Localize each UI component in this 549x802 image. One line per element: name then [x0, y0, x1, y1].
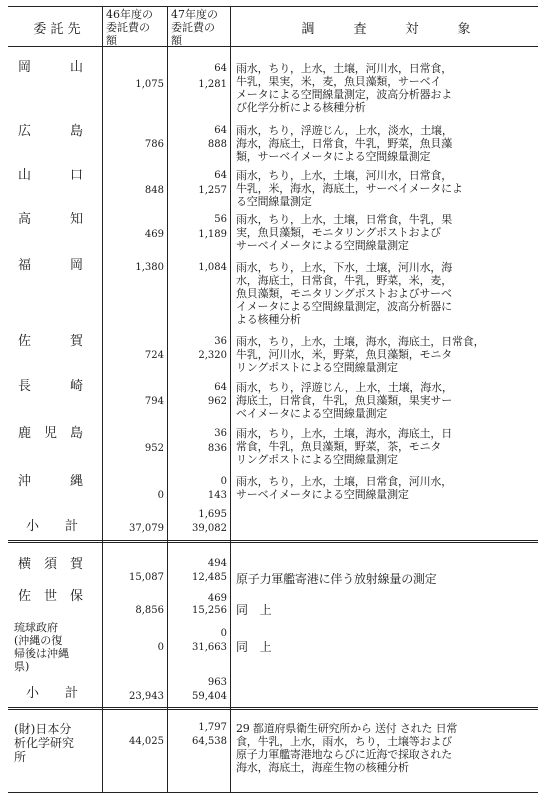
survey-target: 同 上	[236, 640, 272, 654]
fy46-amount: 848	[144, 185, 164, 196]
header-fy46-amount: 46年度の 委託費の 額	[106, 8, 153, 47]
survey-target: 雨水，ちり，浮遊じん，上水，淡水，土壌， 海水，海底土，日常食，牛乳，野菜，魚貝藻 類，サーベイメータによる空間線量測定	[236, 124, 453, 163]
fy46-amount: 469	[144, 229, 164, 240]
column-divider-3	[230, 6, 231, 792]
survey-target: 雨水，ちり，上水，土壌，河川水，日常食， 牛乳，果実，米，麦，魚貝藻類，サーベイ メータによる空間線量測定，波高分析器およ び化学分析による核種分析	[236, 62, 452, 114]
fy46-amount: 44,025	[129, 736, 164, 747]
fy46-amount: 15,087	[129, 572, 164, 583]
fy46-amount: 0	[157, 490, 164, 501]
fy47-amount: 1,257	[198, 185, 227, 196]
consignee-name: 鹿 児 島	[18, 426, 84, 441]
fy47-amount: 962	[207, 396, 227, 407]
fy47-amount-sub: 64	[214, 170, 227, 181]
survey-target: 雨水，ちり，上水，土壌，日常食，河川水， サーベイメータによる空間線量測定	[236, 475, 452, 501]
consignee-name: (財)日本分 析化学研究 所	[14, 722, 75, 764]
fy47-amount-sub: 0	[220, 628, 227, 639]
column-divider-2	[167, 6, 168, 792]
fy47-amount-sub: 56	[214, 214, 227, 225]
table-top-border	[8, 6, 538, 7]
survey-target: 29 都道府県衛生研究所から 送付 された 日常 食，牛乳，上水，雨水，ちり，土壌等および 原子力軍艦寄港地ならびに近海で採取された 海水，海底土，海産生物の核種分析	[236, 722, 458, 774]
consignee-name: 岡 山	[18, 60, 84, 75]
fy47-amount: 1,084	[198, 262, 227, 273]
fy47-amount-sub: 494	[207, 558, 227, 569]
fy47-amount: 64,538	[192, 736, 227, 747]
header-bottom-border	[8, 46, 538, 47]
table-bottom-border	[8, 792, 538, 793]
fy46-amount: 1,075	[135, 79, 164, 90]
fy47-amount: 1,281	[198, 79, 227, 90]
survey-target: 雨水，ちり，上水，土壌，海水，海底土，日常食， 牛乳，河川水，米，野菜，魚貝藻類，モニタ リングポストによる空間線量測定	[236, 335, 485, 374]
fy47-amount: 836	[207, 443, 227, 454]
section-divider-1	[8, 540, 538, 543]
consignee-name: 沖 縄	[18, 474, 84, 489]
survey-target: 同 上	[236, 603, 272, 617]
fy47-amount-sub: 36	[214, 336, 227, 347]
fy47-amount: 143	[207, 490, 227, 501]
fy47-amount: 31,663	[192, 642, 227, 653]
fy46-amount: 1,380	[135, 262, 164, 273]
fy46-amount: 952	[144, 443, 164, 454]
survey-target: 雨水，ちり，上水，下水，土壌，河川水，海 水，海底土，日常食，牛乳，野菜，米，麦， 魚貝藻類，モニタリングポストおよびサーベ イメータによる空間線量測定，波高分析器に よる核種分析	[236, 261, 452, 326]
consignee-name: 長 崎	[18, 379, 84, 394]
consignee-name: 福 岡	[18, 258, 84, 273]
consignee-name: 佐 世 保	[18, 589, 84, 604]
fy46-amount: 23,943	[129, 691, 164, 702]
fy47-amount: 888	[207, 139, 227, 150]
fy46-amount: 37,079	[129, 523, 164, 534]
column-divider-1	[102, 6, 103, 792]
survey-target: 雨水，ちり，上水，土壌，海水，海底土，日 常食，牛乳，魚貝藻類，野菜，茶，モニタ リングポストによる空間線量測定	[236, 427, 452, 466]
fy47-amount-sub: 64	[214, 382, 227, 393]
fy46-amount: 794	[144, 396, 164, 407]
survey-target: 雨水，ちり，上水，土壌，日常食，牛乳，果 実，魚貝藻類，モニタリングポストおよび サーベイメータによる空間線量測定	[236, 213, 452, 252]
header-fy47-amount: 47年度の 委託費の 額	[171, 8, 218, 47]
consignee-name: 琉球政府 (沖縄の復 帰後は沖縄 県)	[14, 621, 69, 673]
fy46-amount: 724	[144, 350, 164, 361]
fy46-amount: 786	[144, 139, 164, 150]
section-divider-2	[8, 707, 538, 710]
consignee-name: 横 須 賀	[18, 557, 84, 572]
fy47-amount: 1,189	[198, 229, 227, 240]
subtotal-label: 小 計	[26, 686, 79, 701]
consignee-name: 高 知	[18, 212, 84, 227]
fy47-amount-sub: 1,797	[198, 722, 227, 733]
fy47-amount-sub: 469	[207, 593, 227, 604]
survey-target: 雨水，ちり，上水，土壌，河川水，日常食， 牛乳，米，海水，海底土，サーベイメータによ る空間線量測定	[236, 169, 463, 208]
fy47-amount: 15,256	[192, 605, 227, 616]
fy47-amount-sub: 963	[207, 677, 227, 688]
header-survey-target: 調 査 対 象	[301, 22, 471, 37]
consignee-name: 佐 賀	[18, 334, 84, 349]
fy46-amount: 0	[157, 642, 164, 653]
survey-target: 雨水，ちり，浮遊じん，上水，土壌，海水， 海底土，日常食，牛乳，魚貝藻類，果実サー ベイメータによる空間線量測定	[236, 381, 453, 420]
fy47-amount: 2,320	[198, 350, 227, 361]
fy47-amount-sub: 0	[220, 476, 227, 487]
fy47-amount: 39,082	[192, 523, 227, 534]
fy47-amount-sub: 64	[214, 63, 227, 74]
fy46-amount: 8,856	[135, 605, 164, 616]
header-consignee: 委 託 先	[33, 22, 81, 37]
survey-target: 原子力軍艦寄港に伴う放射線量の測定	[236, 572, 437, 586]
subtotal-label: 小 計	[26, 519, 79, 534]
fy47-amount-sub: 36	[214, 428, 227, 439]
fy47-amount-sub: 64	[214, 125, 227, 136]
consignee-name: 広 島	[18, 124, 84, 139]
fy47-amount: 12,485	[192, 572, 227, 583]
consignee-name: 山 口	[18, 168, 84, 183]
fy47-amount: 59,404	[192, 691, 227, 702]
fy47-amount-sub: 1,695	[198, 509, 227, 520]
